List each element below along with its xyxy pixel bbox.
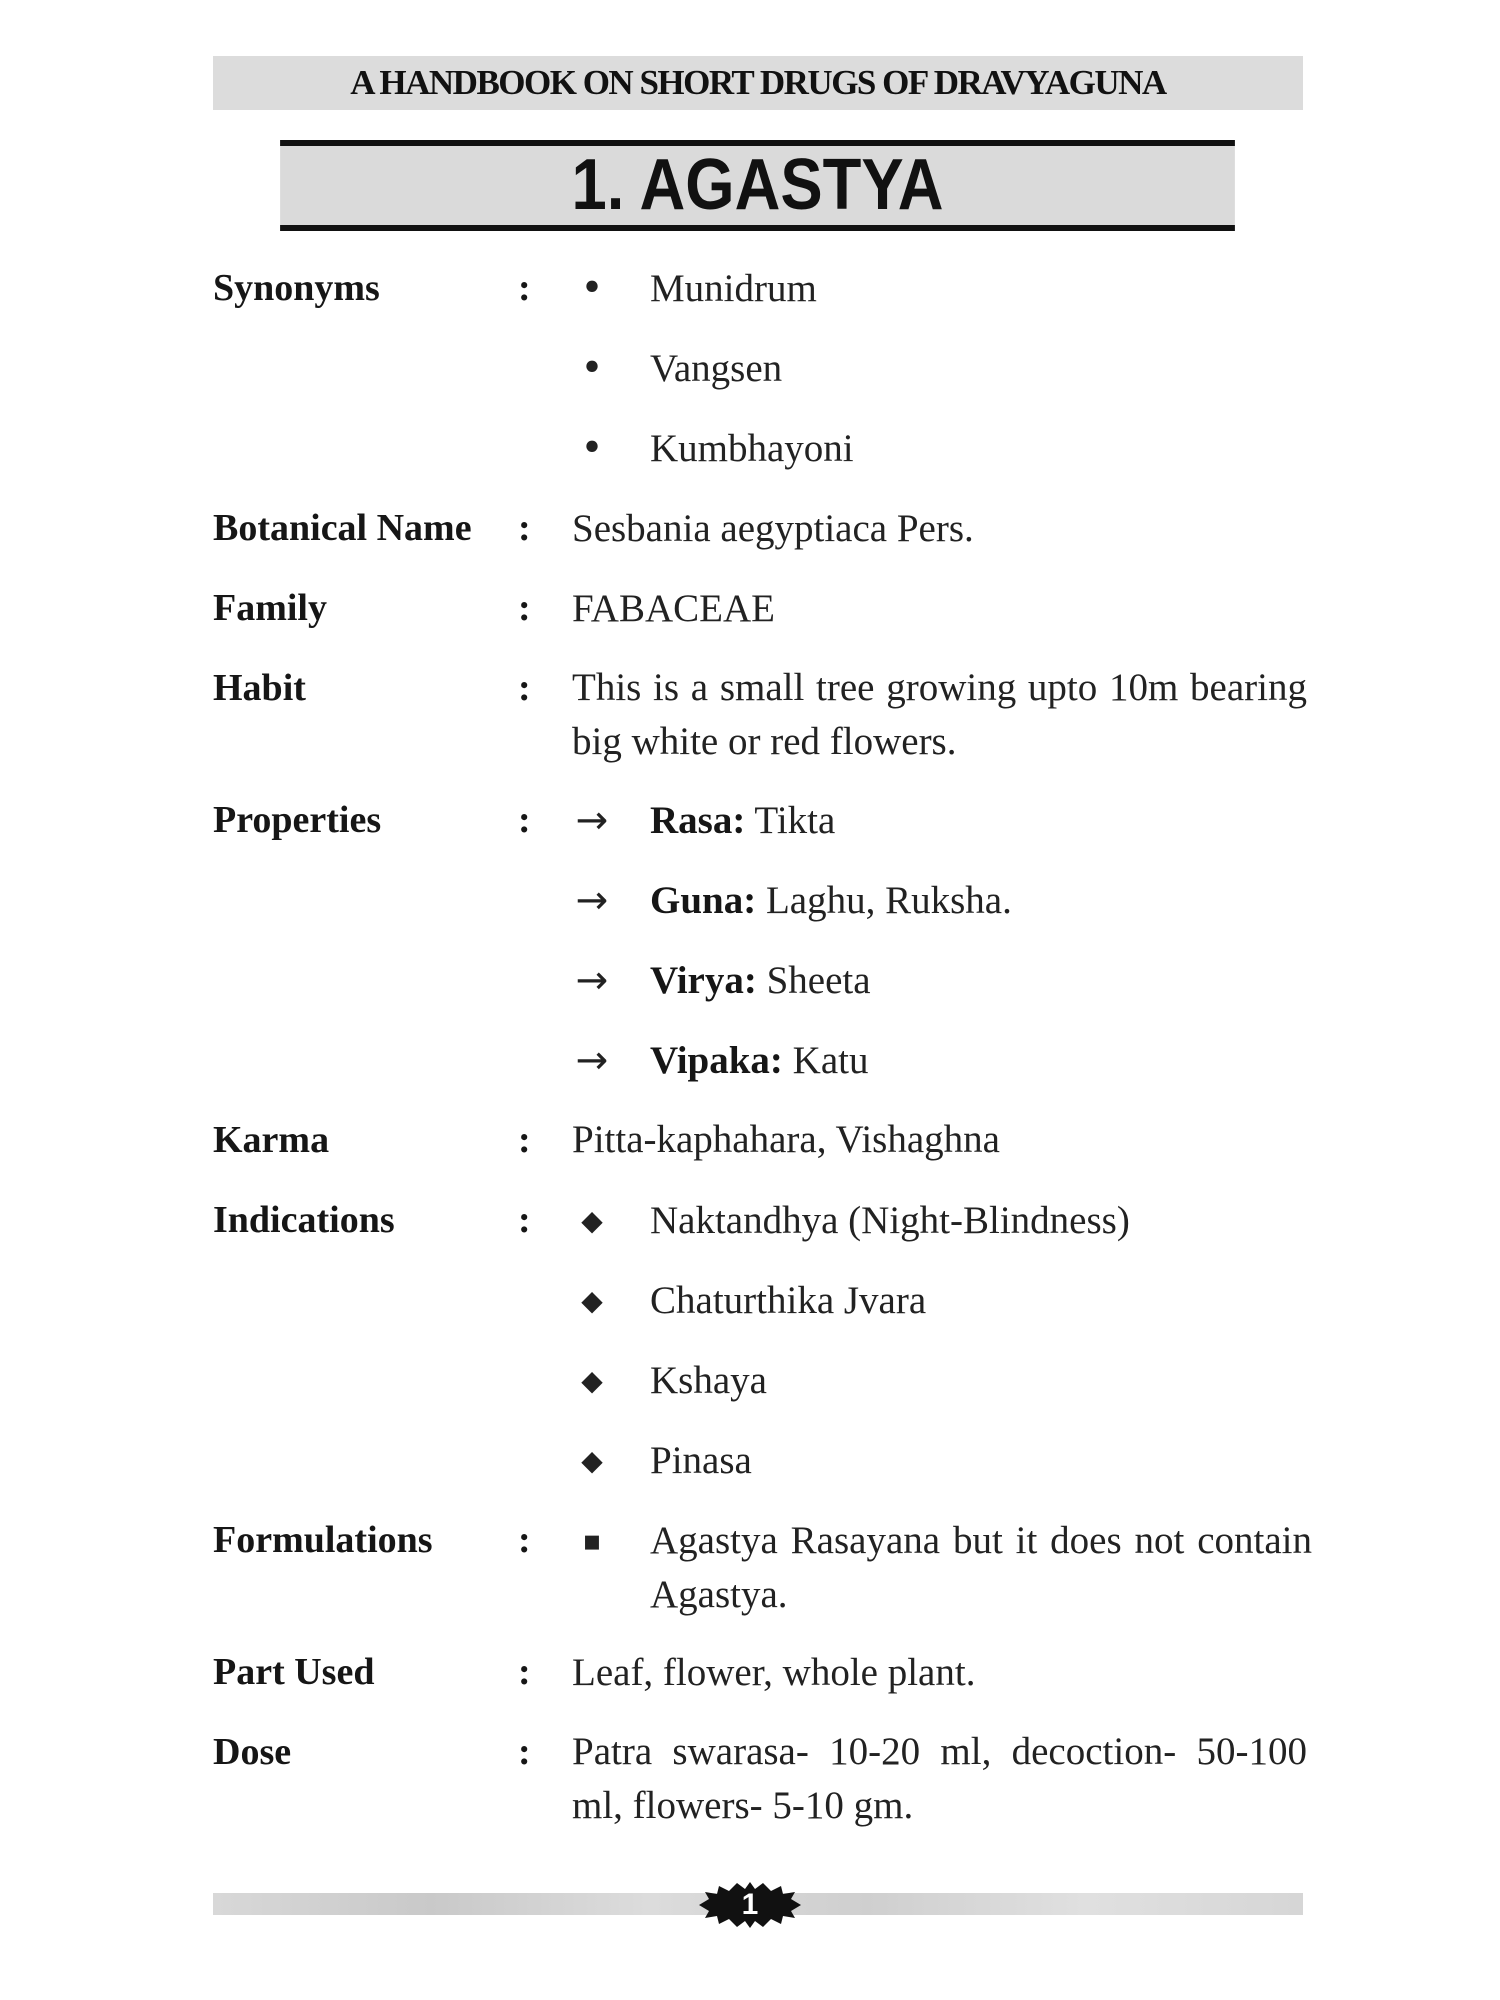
property-value: Katu <box>792 1039 869 1082</box>
family-label: Family <box>213 587 327 629</box>
dose-value: Patra swarasa- 10-20 ml, decoction- 50-100 ml, flowers- 5-10 gm. <box>572 1730 1307 1827</box>
property-row <box>650 874 1312 928</box>
square-bullet-icon: ▪ <box>582 1524 602 1557</box>
indication-text: Kshaya <box>650 1359 767 1402</box>
properties-label: Properties <box>213 799 382 841</box>
synonyms-label: Synonyms <box>213 267 380 309</box>
colon: : <box>518 1199 531 1241</box>
colon: : <box>518 1519 531 1561</box>
colon: : <box>518 587 531 629</box>
bullet-icon: • <box>580 266 604 311</box>
formulation-text: Agastya Rasayana but it does not contain Agastya. <box>650 1519 1312 1616</box>
formulations-label: Formulations <box>213 1519 433 1561</box>
karma-label: Karma <box>213 1119 330 1161</box>
property-key: Rasa: <box>650 799 746 842</box>
arrow-right-icon: → <box>575 1038 609 1083</box>
indications-label: Indications <box>213 1199 395 1241</box>
property-key: Vipaka: <box>650 1039 783 1082</box>
botanical-name-value: Sesbania aegyptiaca Pers. <box>572 507 974 550</box>
indication-text: Pinasa <box>650 1439 752 1482</box>
arrow-right-icon: → <box>575 958 609 1003</box>
botanical-name-label: Botanical Name <box>213 507 472 549</box>
habit-value: This is a small tree growing upto 10m bearing big white or red flowers. <box>572 666 1307 763</box>
property-value: Sheeta <box>766 959 871 1002</box>
colon: : <box>518 267 531 309</box>
synonym-text: Kumbhayoni <box>650 427 854 470</box>
property-value: Laghu, Ruksha. <box>765 879 1012 922</box>
bullet-icon: • <box>580 346 604 391</box>
part-used-value: Leaf, flower, whole plant. <box>572 1651 976 1694</box>
arrow-right-icon: → <box>575 878 609 923</box>
colon: : <box>518 1651 531 1693</box>
page-number: 1 <box>741 1888 759 1921</box>
indication-text: Chaturthika Jvara <box>650 1279 927 1322</box>
property-row <box>650 954 1312 1008</box>
property-key: Virya: <box>650 959 757 1002</box>
part-used-label: Part Used <box>213 1651 375 1693</box>
synonym-text: Vangsen <box>650 347 783 390</box>
indication-text: Naktandhya (Night-Blindness) <box>650 1199 1130 1242</box>
colon: : <box>518 799 531 841</box>
colon: : <box>518 1731 531 1773</box>
diamond-icon: ◆ <box>581 1444 603 1477</box>
colon: : <box>518 667 531 709</box>
colon: : <box>518 1119 531 1161</box>
diamond-icon: ◆ <box>581 1364 603 1397</box>
property-key: Guna: <box>650 879 757 922</box>
property-row <box>650 794 1312 848</box>
diamond-icon: ◆ <box>581 1284 603 1317</box>
chapter-title: 1. AGASTYA <box>280 140 1235 231</box>
arrow-right-icon: → <box>575 798 609 843</box>
family-value: FABACEAE <box>572 587 775 630</box>
property-row <box>650 1034 1312 1088</box>
diamond-icon: ◆ <box>581 1204 603 1237</box>
property-value: Tikta <box>754 799 836 842</box>
dose-label: Dose <box>213 1731 292 1773</box>
colon: : <box>518 507 531 549</box>
habit-label: Habit <box>213 667 306 709</box>
running-head: A HANDBOOK ON SHORT DRUGS OF DRAVYAGUNA <box>213 56 1303 110</box>
bullet-icon: • <box>580 426 604 471</box>
synonym-text: Munidrum <box>650 267 817 310</box>
karma-value: Pitta-kaphahara, Vishaghna <box>572 1118 1000 1161</box>
